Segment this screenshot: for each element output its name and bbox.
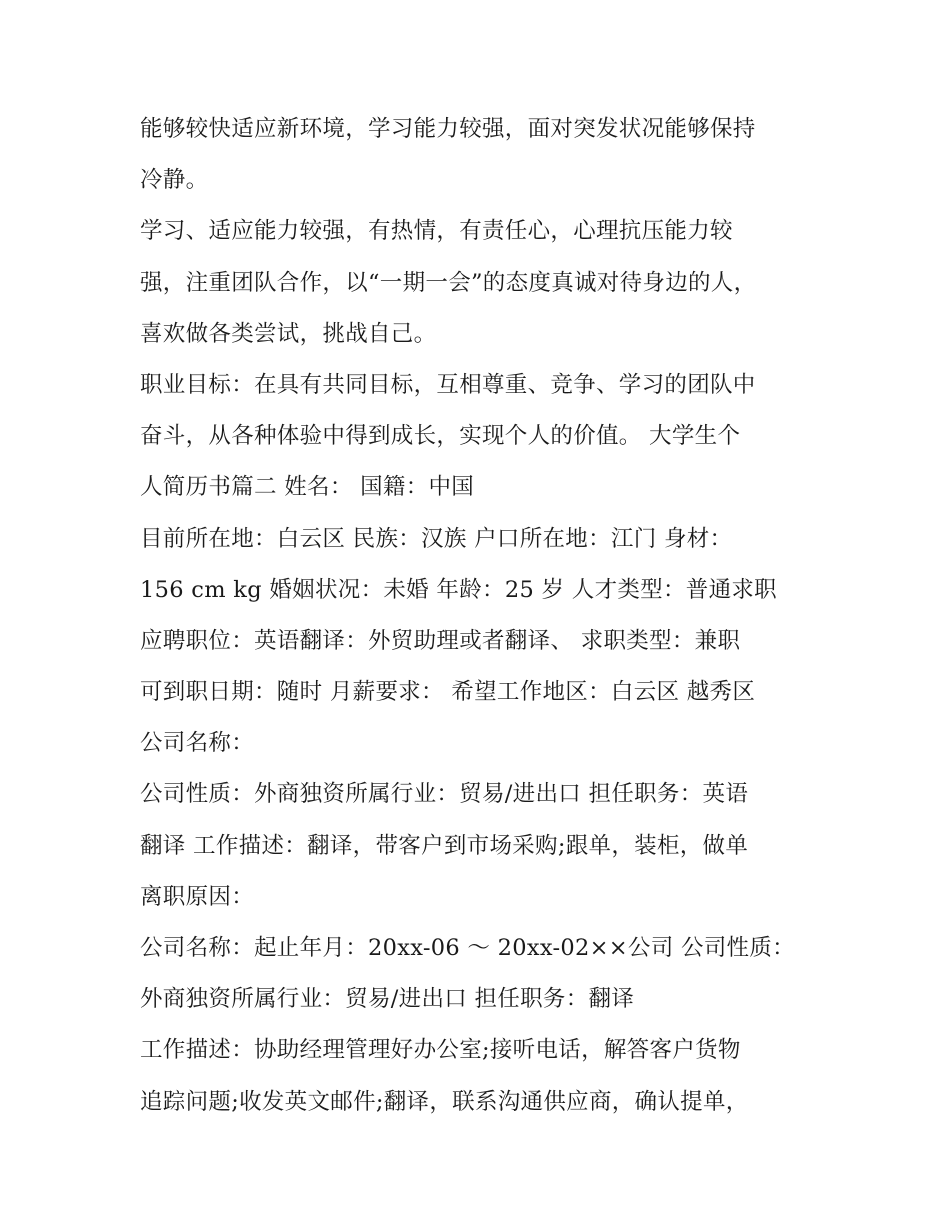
text-line: 翻译 工作描述：翻译，带客户到市场采购;跟单，装柜，做单 (140, 832, 749, 859)
text-line: 追踪问题;收发英文邮件;翻译，联系沟通供应商，确认提单， (140, 1088, 749, 1115)
text-line: 目前所在地：白云区 民族：汉族 户口所在地：江门 身材： (140, 525, 733, 552)
text-line: 强，注重团队合作，以“一期一会”的态度真诚对待身边的人， (140, 269, 757, 296)
text-line: 喜欢做各类尝试，挑战自己。 (140, 320, 437, 347)
text-line: 奋斗，从各种体验中得到成长，实现个人的价值。 大学生个 (140, 423, 741, 450)
text-line: 能够较快适应新环境，学习能力较强，面对突发状况能够保持 (140, 116, 756, 142)
text-line: 工作描述：协助经理管理好办公室;接听电话，解答客户货物 (140, 1037, 741, 1064)
text-line: 学习、适应能力较强，有热情，有责任心，心理抗压能力较 (140, 218, 733, 245)
text-line: 公司性质：外商独资所属行业：贸易/进出口 担任职务：英语 (140, 781, 749, 808)
text-line: 冷静。 (140, 167, 209, 194)
text-line: 156 cm kg 婚姻状况：未婚 年龄：25 岁 人才类型：普通求职 (140, 576, 777, 603)
text-line: 公司名称： (140, 730, 255, 757)
text-line: 离职原因： (140, 883, 255, 910)
text-line: 职业目标：在具有共同目标，互相尊重、竞争、学习的团队中 (140, 371, 756, 398)
document-body (140, 104, 820, 1128)
text-line: 人简历书篇二 姓名： 国籍：中国 (140, 474, 475, 501)
text-line: 可到职日期：随时 月薪要求： 希望工作地区：白云区 越秀区 (140, 679, 756, 706)
text-line: 外商独资所属行业：贸易/进出口 担任职务：翻译 (140, 986, 635, 1013)
text-line: 公司名称：起止年月：20xx-06 ～ 20xx-02××公司 公司性质： (140, 935, 795, 961)
text-line: 应聘职位：英语翻译：外贸助理或者翻译、 求职类型：兼职 (140, 627, 741, 654)
